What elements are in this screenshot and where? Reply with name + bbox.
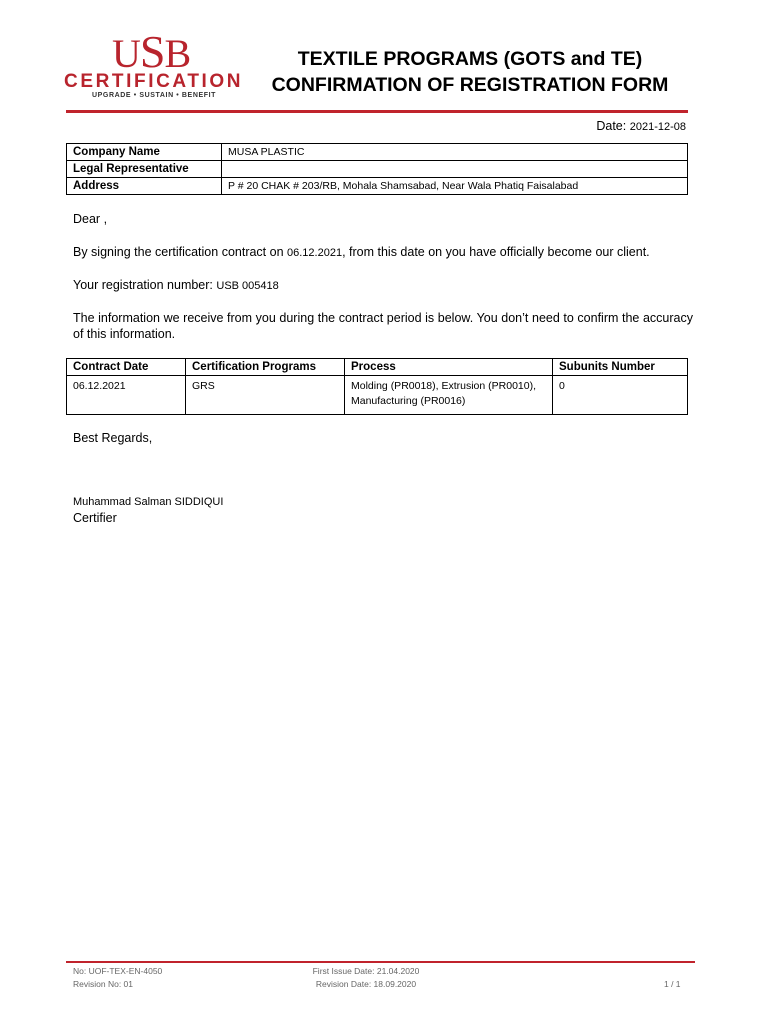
footer-first-issue-date: First Issue Date: 21.04.2020 [312, 966, 420, 976]
footer-revision-number: Revision No: 01 [73, 979, 134, 989]
address-label: Address [67, 178, 222, 195]
logo-letter-u: U [112, 31, 140, 76]
signatory-name: Muhammad Salman SIDDIQUI [73, 496, 224, 508]
footer-left [73, 965, 162, 991]
footer-revision-date: Revision Date: 18.09.2020 [315, 979, 417, 989]
col-header-certification-programs: Certification Programs [186, 359, 345, 376]
col-header-subunits-number: Subunits Number [553, 359, 688, 376]
closing: Best Regards, [73, 431, 153, 445]
para1-end: , from this date on you have officially become our client. [342, 245, 650, 259]
date-label: Date: [596, 119, 627, 133]
logo-certification-word: CERTIFICATION [64, 71, 244, 92]
cell-subunits: 0 [553, 376, 688, 415]
greeting: Dear , [73, 212, 108, 226]
logo-letter-b: B [164, 31, 191, 76]
cell-process: Molding (PR0018), Extrusion (PR0010), Manufacturing (PR0016) [345, 376, 553, 415]
legal-representative-value [222, 161, 688, 178]
cell-contract-date: 06.12.2021 [67, 376, 186, 415]
logo-usb-letters [112, 26, 191, 77]
page-title [262, 46, 678, 98]
footer-center [306, 965, 426, 991]
title-line-2: CONFIRMATION OF REGISTRATION FORM [271, 74, 669, 96]
registration-label: Your registration number: [73, 278, 217, 292]
logo-letter-s: S [139, 26, 165, 77]
footer-doc-number: No: UOF-TEX-EN-4050 [73, 966, 163, 976]
table-row [67, 376, 688, 415]
footer-divider [66, 961, 695, 963]
logo-tagline: UPGRADE • SUSTAIN • BENEFIT [92, 92, 217, 99]
table-header-row [67, 359, 688, 376]
para1-date: 06.12.2021 [287, 247, 343, 259]
para1-start: By signing the certification contract on [73, 245, 288, 259]
information-paragraph: The information we receive from you during the contract period is below. You don’t need to confirm the accuracy of this information. [73, 311, 693, 341]
registration-number: USB 005418 [216, 280, 279, 292]
title-line-1: TEXTILE PROGRAMS (GOTS and TE) [297, 48, 643, 70]
header-divider [66, 110, 688, 113]
document-date [596, 119, 686, 133]
usb-certification-logo [64, 26, 254, 102]
table-row [67, 144, 688, 161]
legal-representative-label: Legal Representative [67, 161, 222, 178]
table-row [67, 161, 688, 178]
company-name-label: Company Name [67, 144, 222, 161]
col-header-contract-date: Contract Date [67, 359, 186, 376]
company-name-value: MUSA PLASTIC [222, 144, 688, 161]
col-header-process: Process [345, 359, 553, 376]
date-value: 2021-12-08 [629, 121, 686, 133]
cell-programs: GRS [186, 376, 345, 415]
company-info-table [66, 143, 688, 195]
signatory-role: Certifier [73, 511, 117, 525]
table-row [67, 178, 688, 195]
contract-paragraph [73, 244, 693, 261]
contract-table [66, 358, 688, 415]
registration-paragraph [73, 277, 693, 294]
address-value: P # 20 CHAK # 203/RB, Mohala Shamsabad, Near Wala Phatiq Faisalabad [222, 178, 688, 195]
footer-page-number: 1 / 1 [664, 979, 681, 989]
